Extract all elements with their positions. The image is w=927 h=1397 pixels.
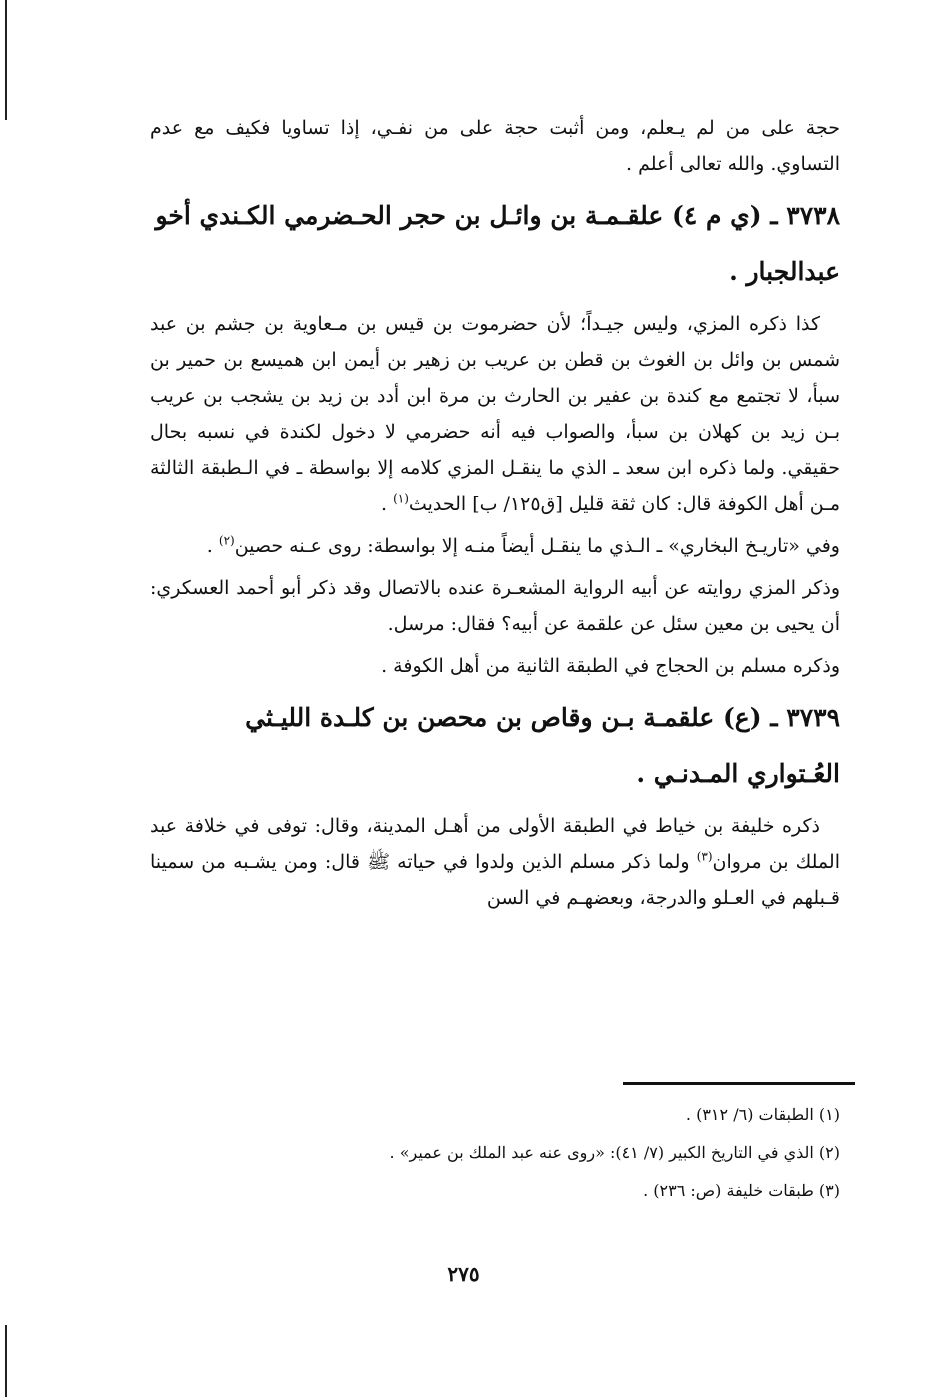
footnote-marker-2: (٢)	[218, 533, 235, 548]
paragraph-6-text-a: ذكره خليفة بن خياط في الطبقة الأولى من أهـل المدينة، وقال: توفى في خلافة عبد الملك بن مروان	[150, 815, 840, 873]
footnote-3: (٣) طبقات خليفة (ص: ٢٣٦) .	[643, 1181, 840, 1200]
footnote-1: (١) الطبقات (٦/ ٣١٢) .	[685, 1105, 840, 1124]
paragraph-1: حجة على من لم يـعلم، ومن أثبت حجة على من نفـي، إذا تساويا فكيف مع عدم التساوي. والله تعالى أعلم .	[150, 117, 840, 175]
footnote-marker-1: (١)	[393, 491, 409, 506]
entry-heading-3739: ٣٧٣٩ ـ (ع) علقمـة بـن وقاص بن محصن بن كلـدة الليـثي العُـتواري المـدنـي .	[245, 703, 840, 788]
paragraph-3-text: وفي «تاريـخ البخاري» ـ الـذي ما ينقـل أيضاً منـه إلا بواسطة: روى عـنه حصين	[234, 535, 840, 557]
entry-heading-3738: ٣٧٣٨ ـ (ي م ٤) علقـمـة بن وائـل بن حجر الحـضرمي الكـندي أخو عبدالجبار .	[155, 201, 840, 286]
footnotes	[150, 1096, 840, 1210]
main-text	[150, 110, 840, 922]
page-edge-line-bottom	[5, 1325, 7, 1397]
paragraph-3	[150, 528, 840, 564]
page-number: ٢٧٥	[447, 1262, 480, 1286]
footnote-marker-3: (٣)	[696, 849, 713, 864]
paragraph-6-text-b: ولما ذكر مسلم الذين ولدوا في حياته ﷺ قال: ومن يشـبه من سمينا قـبلهم في العـلو والدرجة، وبعضهـم في السن	[150, 851, 840, 909]
paragraph-6	[150, 808, 840, 916]
footnote-2: (٢) الذي في التاريخ الكبير (٧/ ٤١): «روى عنه عبد الملك بن عمير» .	[389, 1143, 840, 1162]
paragraph-5: وذكره مسلم بن الحجاج في الطبقة الثانية من أهل الكوفة .	[381, 655, 840, 677]
paragraph-2	[150, 306, 840, 522]
paragraph-2-end: .	[381, 493, 394, 515]
page-edge-line-top	[5, 0, 7, 120]
paragraph-3-end: .	[206, 535, 219, 557]
paragraph-4: وذكر المزي روايته عن أبيه الرواية المشعـرة عنده بالاتصال وقد ذكر أبو أحمد العسكري: أن يحيى بن معين سئل عن علقمة عن أبيه؟ فقال: مرسل.	[150, 577, 840, 635]
footnote-divider	[623, 1082, 855, 1085]
paragraph-2-text: كذا ذكره المزي، وليس جيـداً؛ لأن حضرموت بن قيس بن مـعاوية بن جشم بن عبد شمس بن وائل بن الغوث بن قطن بن عريب بن زهير بن أيمن ابن هميسع بن حمير بن سبأ، لا تجتمع مع كندة بن عفير بن الحارث بن مرة ابن أدد بن زيد بن يشجب بن عريب بـن زيد بن كهلان بن سبأ، والصواب فيه أنه حضرمي لا دخول لكندة في نسبه بحال حقيقي. ولما ذكره ابن سعد ـ الذي ما ينقـل المزي كلامه إلا بواسطة ـ في الـطبقة الثالثة مـن أهل الكوفة قال: كان ثقة قليل [ق١٢٥/ ب] الحديث	[150, 313, 840, 515]
